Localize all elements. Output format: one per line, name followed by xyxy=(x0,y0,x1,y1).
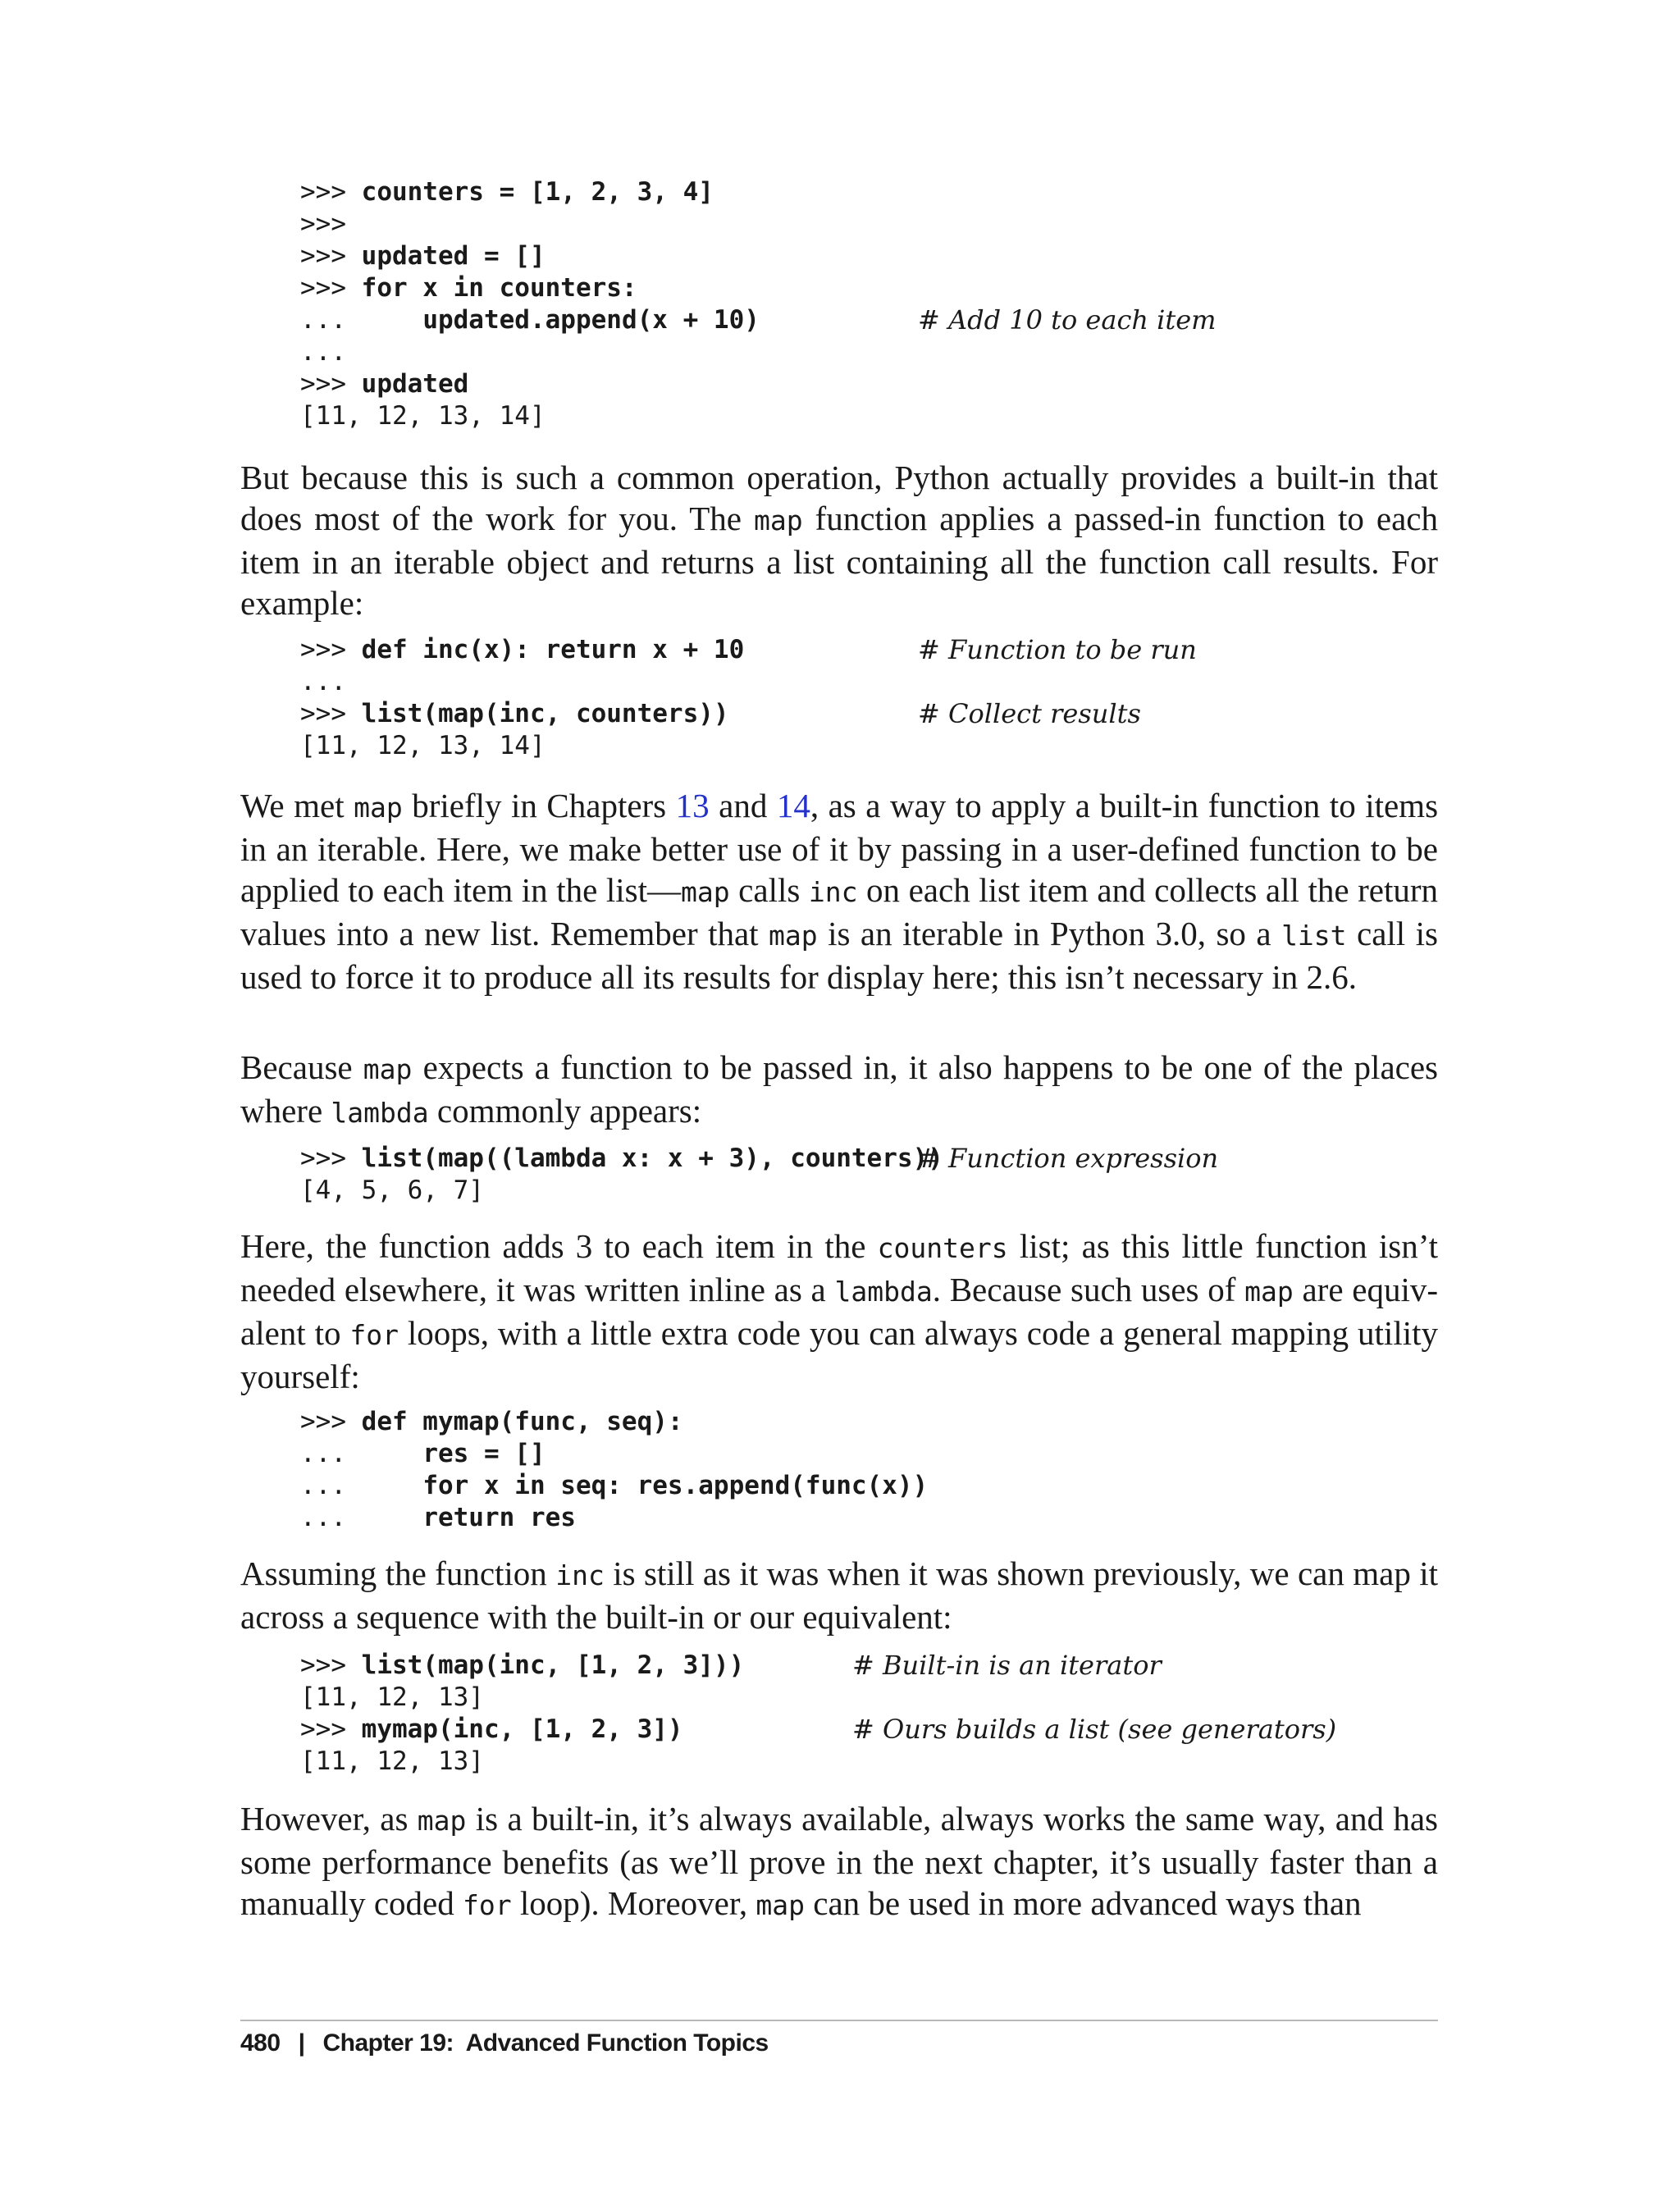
paragraph-map-intro: But because this is such a common operation, Python actually provides a built-in that does most of the work for you. The map function applies a passed-in function to each item in an iterable object and returns a list containing all the function call results. For example: xyxy=(240,459,1438,622)
paragraph-map-chapters: We met map briefly in Chapters 13 and 14, as a way to apply a built-in function to items in an iterable. Here, we make better use of it by passing in a user-defined function to be applied to each item in the list—map calls inc on each list item and collects all the return values into a new list. Remember that map is an iterable in Python 3.0, so a list call is used to force it to produce all its results for display here; this isn’t necessary in 2.6. xyxy=(240,787,1439,996)
code-line xyxy=(300,1502,928,1534)
code-input: def mymap(func, seq): xyxy=(361,1407,683,1436)
code-input: for x in counters: xyxy=(361,273,637,303)
inline-code: inc xyxy=(555,1559,605,1591)
code-prompt: >>> xyxy=(300,177,362,207)
code-line xyxy=(300,368,760,400)
code-output: [11, 12, 13, 14] xyxy=(300,401,546,431)
code-line xyxy=(300,336,760,368)
code-block-counters-loop xyxy=(300,176,1217,432)
code-line xyxy=(300,1438,928,1470)
code-line xyxy=(300,1650,1162,1682)
code-input: updated xyxy=(361,369,469,399)
inline-code: map xyxy=(1244,1276,1294,1308)
inline-code: for xyxy=(349,1319,399,1351)
chapter-14-link[interactable]: 14 xyxy=(776,787,810,824)
code-block-lambda-map xyxy=(300,1143,1219,1207)
code-comment: # Collect results xyxy=(918,698,1141,729)
code-output: [4, 5, 6, 7] xyxy=(300,1176,484,1205)
page-number: 480 xyxy=(240,2029,281,2057)
code-output: [11, 12, 13] xyxy=(300,1682,484,1712)
inline-code: map xyxy=(681,876,730,908)
inline-code: counters xyxy=(877,1232,1008,1264)
code-prompt: >>> xyxy=(300,1144,362,1173)
inline-code: lambda xyxy=(331,1097,429,1129)
code-line xyxy=(300,1714,1337,1746)
inline-code: inc xyxy=(808,876,858,908)
code-line xyxy=(300,1470,928,1502)
code-line xyxy=(300,634,1197,666)
code-prompt: >>> xyxy=(300,1407,362,1436)
code-input: list(map(inc, [1, 2, 3])) xyxy=(361,1650,745,1680)
chapter-title: Chapter 19: Advanced Function Topics xyxy=(322,2029,769,2057)
code-line xyxy=(300,208,760,240)
footer-rule xyxy=(240,2020,1438,2021)
code-line xyxy=(300,176,760,208)
code-comment: # Built-in is an iterator xyxy=(852,1650,1162,1681)
code-comment: # Function to be run xyxy=(918,634,1197,665)
inline-code: map xyxy=(769,920,818,952)
code-block-map-vs-mymap xyxy=(300,1650,1337,1778)
code-line xyxy=(300,1746,744,1778)
code-prompt: ... xyxy=(300,337,346,367)
chapter-13-link[interactable]: 13 xyxy=(675,787,710,824)
paragraph-map-equivalent: Assuming the function inc is still as it was when it was shown previously, we can map it across a sequence with the built-in or our equivalent: xyxy=(240,1554,1438,1636)
inline-code: map xyxy=(756,1889,805,1921)
code-input: list(map(inc, counters)) xyxy=(361,699,729,728)
inline-code: lambda xyxy=(834,1276,933,1308)
paragraph-lambda-explained: Here, the function adds 3 to each item in the counters list; as this little function isn’t needed elsewhere, it was written inline as a lambda. Because such uses of map are equivalent to for loops, with a little extra code you can always code a general mapping utility yourself: xyxy=(240,1227,1439,1395)
inline-code: map xyxy=(363,1053,413,1085)
code-prompt: >>> xyxy=(300,699,362,728)
code-comment: # Add 10 to each item xyxy=(918,304,1217,336)
code-prompt: ... xyxy=(300,1503,423,1532)
code-comment: # Ours builds a list (see generators) xyxy=(852,1714,1337,1745)
code-comment: # Function expression xyxy=(918,1143,1219,1174)
footer-separator: | xyxy=(298,2029,305,2057)
paragraph-map-builtin-benefits: However, as map is a built-in, it’s always available, always works the same way, and has some performance benefits (as we’ll prove in the next chapter, it’s usually faster than a manually coded for loop). Moreover, map can be used in more advanced ways than xyxy=(240,1800,1438,1922)
code-prompt: ... xyxy=(300,667,346,696)
code-input: return res xyxy=(422,1503,576,1532)
code-input: updated.append(x + 10) xyxy=(422,305,760,335)
code-line xyxy=(300,698,1141,730)
code-input: def inc(x): return x + 10 xyxy=(361,635,745,664)
code-input: mymap(inc, [1, 2, 3]) xyxy=(361,1714,683,1744)
page-footer xyxy=(240,2029,769,2057)
code-prompt: >>> xyxy=(300,273,362,303)
code-block-mymap-def xyxy=(300,1406,928,1534)
code-line xyxy=(300,1406,928,1438)
inline-code: map xyxy=(417,1805,467,1837)
code-line xyxy=(300,1175,943,1207)
code-input: counters = [1, 2, 3, 4] xyxy=(361,177,714,207)
code-line xyxy=(300,730,744,762)
code-input: updated = [] xyxy=(361,241,546,271)
code-line xyxy=(300,400,760,432)
code-prompt: >>> xyxy=(300,241,362,271)
code-prompt: ... xyxy=(300,1439,423,1468)
code-prompt: >>> xyxy=(300,209,346,239)
code-input: list(map((lambda x: x + 3), counters)) xyxy=(361,1144,943,1173)
code-input: for x in seq: res.append(func(x)) xyxy=(422,1471,929,1500)
code-prompt: >>> xyxy=(300,369,362,399)
code-line xyxy=(300,666,744,698)
code-prompt: ... xyxy=(300,1471,423,1500)
inline-code: map xyxy=(753,504,803,536)
code-line xyxy=(300,240,760,272)
code-input: res = [] xyxy=(422,1439,546,1468)
inline-code: list xyxy=(1281,920,1347,952)
code-prompt: >>> xyxy=(300,1714,362,1744)
code-block-inc-map xyxy=(300,634,1197,762)
code-prompt: >>> xyxy=(300,635,362,664)
code-prompt: >>> xyxy=(300,1650,362,1680)
code-line xyxy=(300,304,1217,336)
code-output: [11, 12, 13] xyxy=(300,1746,484,1776)
inline-code: map xyxy=(354,792,403,824)
inline-code: for xyxy=(462,1889,512,1921)
code-line xyxy=(300,272,760,304)
paragraph-map-lambda: Because map expects a function to be passed in, it also happens to be one of the places where lambda commonly appears: xyxy=(240,1048,1438,1130)
code-line xyxy=(300,1682,744,1714)
code-output: [11, 12, 13, 14] xyxy=(300,731,546,760)
code-line xyxy=(300,1143,1219,1175)
code-prompt: ... xyxy=(300,305,423,335)
